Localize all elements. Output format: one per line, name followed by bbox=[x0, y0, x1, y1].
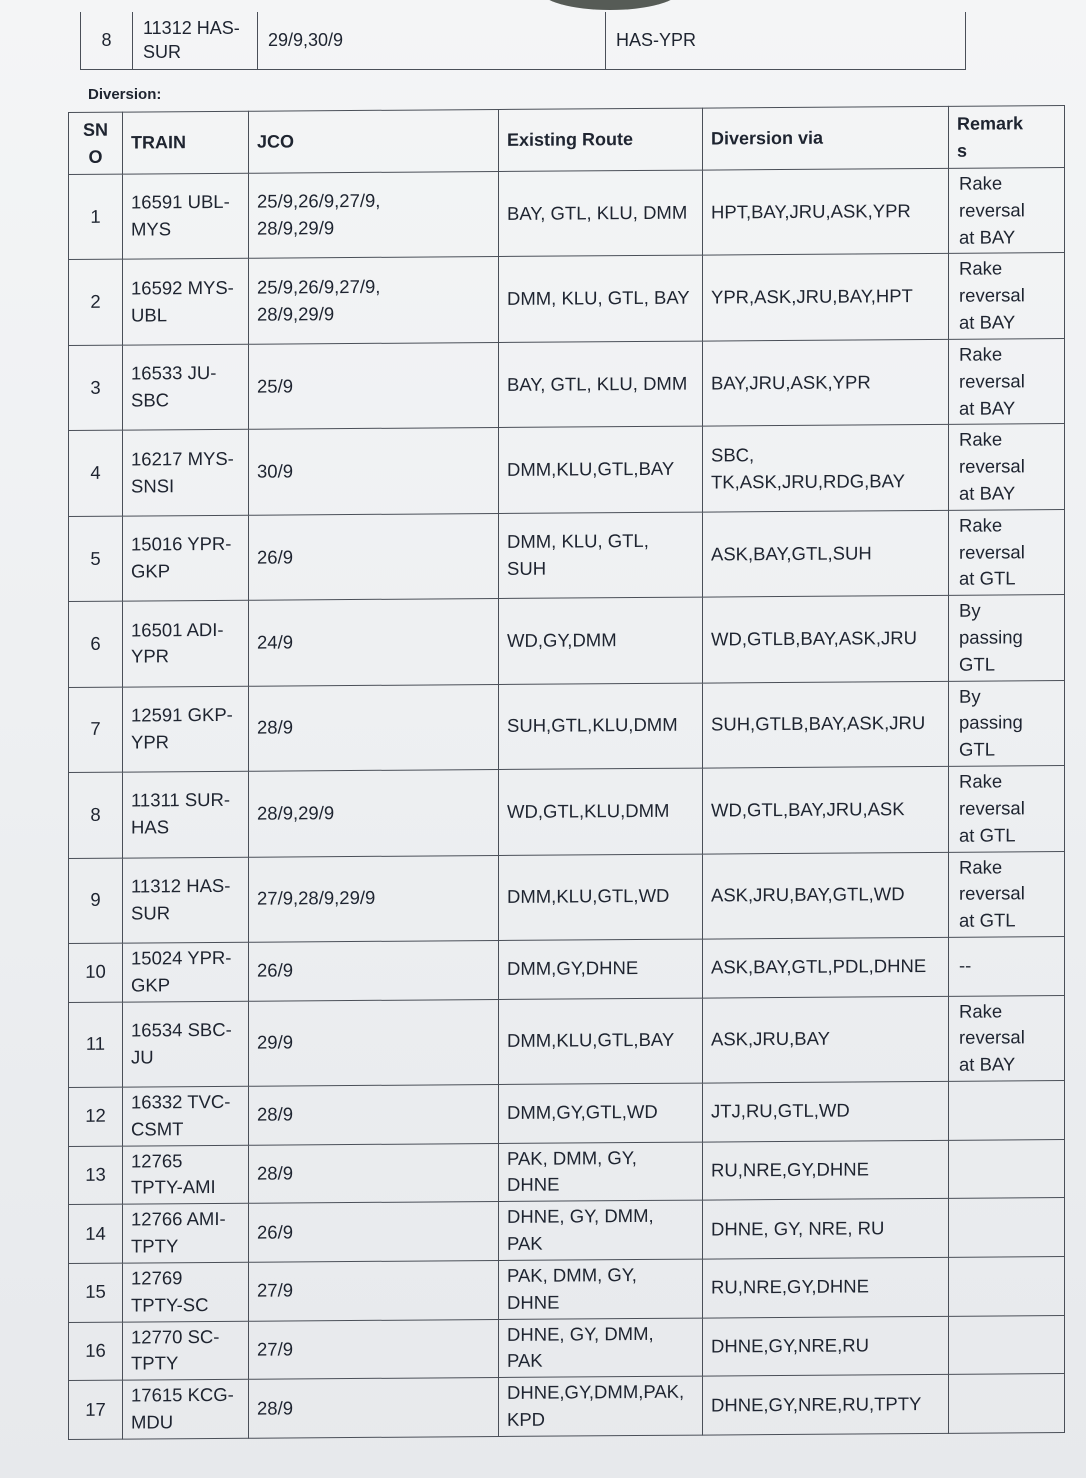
jco-cell bbox=[249, 1260, 499, 1320]
sn-cell: 5 bbox=[69, 516, 123, 602]
header-sn bbox=[69, 112, 123, 174]
train-cell bbox=[123, 942, 249, 1002]
sn-cell: 9 bbox=[69, 858, 123, 944]
remark-cell-line: reversal bbox=[959, 370, 1025, 392]
train-cell-line: 16217 MYS- bbox=[131, 447, 234, 470]
jco-cell bbox=[249, 770, 499, 857]
sn-cell: 8 bbox=[69, 772, 123, 858]
remark-cell-line: at BAY bbox=[959, 482, 1016, 504]
jco-cell bbox=[249, 1084, 499, 1144]
train-cell-line: GKP bbox=[131, 974, 171, 996]
jco-cell bbox=[249, 1378, 499, 1438]
existing-route-cell bbox=[499, 939, 703, 999]
train-cell-line: UBL bbox=[131, 303, 167, 326]
existing-route-cell bbox=[499, 597, 703, 684]
train-cell-line: TPTY bbox=[131, 1352, 179, 1374]
jco-cell-line: 28/9 bbox=[257, 1162, 294, 1184]
existing-route-cell-line: WD,GTL,KLU,DMM bbox=[507, 799, 670, 822]
table-row bbox=[69, 680, 1065, 772]
table-row bbox=[69, 253, 1065, 345]
train-cell-line: 11311 SUR- bbox=[131, 789, 231, 812]
existing-route-cell-line: PAK bbox=[507, 1232, 543, 1254]
table-row bbox=[69, 168, 1065, 260]
header-remarks-line: s bbox=[957, 140, 968, 161]
train-cell-line: GKP bbox=[131, 560, 171, 582]
remark-cell bbox=[949, 1081, 1065, 1140]
diversion-via-cell-line: ASK,JRU,BAY bbox=[711, 1028, 830, 1050]
jco-cell-line: 28/9,29/9 bbox=[257, 302, 335, 325]
diversion-via-cell bbox=[703, 852, 949, 939]
train-cell bbox=[123, 771, 249, 857]
diversion-via-cell-line: RU,NRE,GY,DHNE bbox=[711, 1158, 869, 1181]
existing-route-cell bbox=[499, 1200, 703, 1260]
existing-route-cell-line: SUH,GTL,KLU,DMM bbox=[507, 714, 678, 737]
diversion-via-cell-line: DHNE,GY,NRE,RU,TPTY bbox=[711, 1392, 922, 1416]
train-cell-line: 12591 GKP- bbox=[131, 703, 233, 726]
train-cell-line: YPR bbox=[131, 645, 170, 667]
jco-cell-line: 26/9 bbox=[257, 545, 294, 568]
remark-cell-line: reversal bbox=[959, 455, 1025, 477]
sn-cell: 4 bbox=[69, 430, 123, 516]
train-cell bbox=[123, 173, 249, 259]
remark-cell bbox=[949, 1198, 1065, 1257]
jco-cell bbox=[249, 513, 499, 600]
remark-cell bbox=[949, 1139, 1065, 1198]
diversion-via-cell bbox=[703, 1081, 949, 1141]
diversion-via-cell-line: DHNE, GY, NRE, RU bbox=[711, 1216, 885, 1240]
diversion-via-cell bbox=[703, 937, 949, 997]
existing-route-cell-line: PAK, DMM, GY, bbox=[507, 1146, 637, 1169]
existing-route-cell-line: DMM,KLU,GTL,WD bbox=[507, 885, 670, 908]
train-cell bbox=[123, 600, 249, 686]
existing-route-cell-line: DMM,KLU,GTL,BAY bbox=[507, 457, 675, 481]
jco-cell-line: 27/9,28/9,29/9 bbox=[257, 887, 376, 909]
jco-cell-line: 28/9 bbox=[257, 1396, 294, 1419]
jco-cell bbox=[249, 855, 499, 942]
table-row bbox=[69, 1256, 1065, 1322]
train-cell-line: CSMT bbox=[131, 1118, 184, 1140]
remark-cell bbox=[949, 253, 1065, 339]
existing-route-cell bbox=[499, 1083, 703, 1143]
remark-cell bbox=[949, 936, 1065, 995]
jco-cell-line: 30/9 bbox=[257, 460, 294, 482]
remark-cell-line: reversal bbox=[959, 284, 1025, 307]
train-cell-line: 16591 UBL- bbox=[131, 191, 230, 213]
remark-cell-line: at BAY bbox=[959, 311, 1016, 333]
existing-route-cell bbox=[499, 1259, 703, 1319]
remark-cell-line: at GTL bbox=[959, 824, 1016, 846]
existing-route-cell-line: BAY, GTL, KLU, DMM bbox=[507, 372, 688, 395]
remark-cell bbox=[949, 338, 1065, 424]
route-cell: HAS-YPR bbox=[606, 12, 966, 69]
diversion-via-cell-line: SUH,GTLB,BAY,ASK,JRU bbox=[711, 712, 926, 735]
existing-route-cell-line: DHNE, GY, DMM, bbox=[507, 1322, 654, 1345]
header-row bbox=[69, 106, 1065, 175]
train-cell-line: TPTY bbox=[131, 1235, 179, 1257]
sn-cell: 17 bbox=[69, 1380, 123, 1439]
jco-cell-line: 27/9 bbox=[257, 1279, 294, 1301]
train-line: SUR bbox=[143, 42, 182, 63]
train-cell-line: 12770 SC- bbox=[131, 1325, 220, 1348]
header-sn-line: O bbox=[88, 146, 103, 167]
train-cell-line: 16501 ADI- bbox=[131, 618, 224, 641]
table-row bbox=[69, 851, 1065, 943]
remark-cell bbox=[949, 851, 1065, 937]
existing-route-cell bbox=[499, 998, 703, 1085]
sn-cell: 3 bbox=[69, 345, 123, 431]
train-cell-line: TPTY-SC bbox=[131, 1293, 209, 1316]
train-cell-line: 16533 JU- bbox=[131, 362, 217, 384]
train-cell bbox=[123, 344, 249, 430]
diversion-via-cell bbox=[703, 168, 949, 255]
remark-cell-line: Rake bbox=[959, 172, 1003, 194]
remark-cell bbox=[949, 168, 1065, 254]
diversion-via-cell-line: WD,GTLB,BAY,ASK,JRU bbox=[711, 627, 917, 650]
diversion-via-cell-line: WD,GTL,BAY,JRU,ASK bbox=[711, 798, 905, 821]
remark-cell-line: Rake bbox=[959, 1000, 1003, 1022]
diversion-via-cell bbox=[703, 1374, 949, 1434]
jco-cell bbox=[249, 684, 499, 771]
diversion-via-cell bbox=[703, 996, 949, 1083]
shadow-blob bbox=[540, 0, 680, 10]
diversion-via-cell-line: SBC, bbox=[711, 443, 755, 466]
remark-cell-line: reversal bbox=[959, 1026, 1025, 1049]
remark-cell-line: passing bbox=[959, 711, 1023, 734]
jco-cell-line: 25/9,26/9,27/9, bbox=[257, 275, 381, 298]
diversion-via-cell bbox=[703, 510, 949, 597]
existing-route-cell-line: WD,GY,DMM bbox=[507, 629, 617, 651]
remark-cell-line: at BAY bbox=[959, 226, 1016, 248]
diversion-via-cell bbox=[703, 1257, 949, 1317]
sn-cell: 14 bbox=[69, 1204, 123, 1263]
table-row bbox=[81, 12, 966, 69]
train-cell bbox=[123, 1321, 249, 1381]
existing-route-cell-line: BAY, GTL, KLU, DMM bbox=[507, 201, 688, 224]
table-row bbox=[69, 1139, 1065, 1205]
section-title: Diversion: bbox=[88, 86, 162, 103]
existing-route-cell-line: PAK, DMM, GY, bbox=[507, 1263, 637, 1286]
jco-cell bbox=[249, 428, 499, 515]
train-cell bbox=[123, 1203, 249, 1263]
remark-cell-line: at BAY bbox=[959, 396, 1016, 419]
diversion-via-cell bbox=[703, 766, 949, 853]
train-cell-line: HAS bbox=[131, 816, 170, 838]
remark-cell-line: Rake bbox=[959, 257, 1003, 280]
jco-cell-line: 28/9 bbox=[257, 1103, 294, 1126]
train-cell bbox=[123, 1145, 249, 1205]
diversion-via-cell bbox=[703, 425, 949, 512]
existing-route-cell bbox=[499, 768, 703, 855]
table-row bbox=[69, 509, 1065, 601]
remark-cell-line: Rake bbox=[959, 428, 1003, 451]
sn-cell: 12 bbox=[69, 1087, 123, 1146]
train-cell-line: TPTY-AMI bbox=[131, 1176, 216, 1198]
table-body bbox=[69, 168, 1065, 1440]
jco-cell-line: 27/9 bbox=[257, 1338, 294, 1360]
train-cell-line: 12766 AMI- bbox=[131, 1208, 226, 1230]
jco-cell-line: 24/9 bbox=[257, 631, 294, 653]
existing-route-cell bbox=[499, 170, 703, 257]
remark-cell-line: GTL bbox=[959, 738, 995, 761]
header-existing-route: Existing Route bbox=[499, 108, 703, 171]
sn-cell: 1 bbox=[69, 174, 123, 260]
sn-cell: 13 bbox=[69, 1146, 123, 1205]
train-cell-line: 12765 bbox=[131, 1149, 183, 1172]
train-cell bbox=[123, 259, 249, 345]
header-remarks bbox=[949, 106, 1065, 169]
remark-cell-line: at GTL bbox=[959, 909, 1016, 931]
existing-route-cell-line: DHNE,GY,DMM,PAK, bbox=[507, 1380, 685, 1404]
train-cell-line: YPR bbox=[131, 731, 170, 753]
remark-cell-line: at GTL bbox=[959, 567, 1016, 590]
existing-route-cell-line: DMM, KLU, GTL, bbox=[507, 530, 649, 553]
remark-cell bbox=[949, 595, 1065, 681]
diversion-via-cell-line: DHNE,GY,NRE,RU bbox=[711, 1334, 869, 1357]
existing-route-cell-line: DHNE bbox=[507, 1174, 560, 1196]
diversion-via-cell-line: BAY,JRU,ASK,YPR bbox=[711, 371, 871, 394]
existing-route-cell-line: KPD bbox=[507, 1408, 546, 1430]
remark-cell-line: Rake bbox=[959, 855, 1003, 878]
header-remarks-line: Remark bbox=[957, 113, 1024, 135]
sn-cell: 6 bbox=[69, 601, 123, 687]
diversion-via-cell-line: JTJ,RU,GTL,WD bbox=[711, 1099, 850, 1122]
remark-cell-line: reversal bbox=[959, 199, 1025, 221]
jco-cell bbox=[249, 940, 499, 1000]
train-cell bbox=[123, 1086, 249, 1146]
train-cell-line: 15024 YPR- bbox=[131, 946, 232, 969]
train-cell-line: 11312 HAS- bbox=[131, 874, 231, 897]
jco-cell bbox=[249, 999, 499, 1086]
diversion-via-cell bbox=[703, 1140, 949, 1200]
train-cell bbox=[123, 686, 249, 772]
train-cell-line: 16332 TVC- bbox=[131, 1090, 231, 1113]
jco-cell bbox=[249, 171, 499, 258]
existing-route-cell-line: DHNE, GY, DMM, bbox=[507, 1205, 654, 1228]
train-cell-line: 15016 YPR- bbox=[131, 533, 232, 555]
table-row bbox=[69, 595, 1065, 687]
train-cell bbox=[123, 1001, 249, 1087]
jco-cell-line: 28/9,29/9 bbox=[257, 802, 335, 824]
remark-cell-line: reversal bbox=[959, 797, 1025, 819]
existing-route-cell-line: DMM,KLU,GTL,BAY bbox=[507, 1029, 675, 1052]
remark-cell-line: By bbox=[959, 685, 981, 707]
table-row bbox=[69, 338, 1065, 430]
remark-cell-line: at BAY bbox=[959, 1053, 1016, 1075]
table-row bbox=[69, 1198, 1065, 1264]
train-cell-line: SUR bbox=[131, 902, 171, 924]
train-cell bbox=[123, 515, 249, 601]
sn-cell: 15 bbox=[69, 1263, 123, 1322]
train-cell-line: JU bbox=[131, 1046, 154, 1068]
train-cell-line: 12769 bbox=[131, 1267, 183, 1289]
remark-cell-line: Rake bbox=[959, 343, 1003, 365]
existing-route-cell bbox=[499, 1318, 703, 1378]
existing-route-cell-line: DMM,GY,GTL,WD bbox=[507, 1101, 658, 1124]
jco-cell bbox=[249, 1319, 499, 1379]
remark-cell-line: GTL bbox=[959, 653, 995, 675]
sn-cell: 10 bbox=[69, 943, 123, 1002]
diversion-via-cell-line: ASK,JRU,BAY,GTL,WD bbox=[711, 883, 905, 906]
remark-cell bbox=[949, 680, 1065, 766]
remark-cell-line: -- bbox=[959, 955, 972, 977]
train-cell bbox=[123, 1262, 249, 1322]
remark-cell-line: passing bbox=[959, 626, 1023, 648]
jco-cell bbox=[249, 342, 499, 429]
remark-cell-line: Rake bbox=[959, 770, 1003, 792]
train-cell-line: MYS bbox=[131, 218, 172, 240]
remark-cell bbox=[949, 1374, 1065, 1433]
train-line: 11312 HAS- bbox=[143, 18, 240, 38]
existing-route-cell bbox=[499, 341, 703, 428]
sn-cell: 2 bbox=[69, 260, 123, 346]
jco-cell bbox=[249, 1202, 499, 1262]
table-row bbox=[69, 936, 1065, 1002]
remark-cell bbox=[949, 766, 1065, 852]
header-diversion-via: Diversion via bbox=[703, 106, 949, 170]
diversion-via-cell bbox=[703, 681, 949, 768]
header-sn-line: SN bbox=[82, 120, 108, 141]
diversion-via-cell-line: TK,ASK,JRU,RDG,BAY bbox=[711, 469, 905, 493]
diversion-via-cell-line: HPT,BAY,JRU,ASK,YPR bbox=[711, 199, 911, 223]
jco-cell bbox=[249, 1143, 499, 1203]
train-cell bbox=[123, 430, 249, 516]
remark-cell-line: Rake bbox=[959, 514, 1003, 536]
jco-cell-line: 26/9 bbox=[257, 959, 294, 982]
diversion-table bbox=[68, 105, 1065, 1440]
jco-cell-line: 29/9 bbox=[257, 1031, 294, 1054]
table-row bbox=[69, 995, 1065, 1087]
existing-route-cell-line: DMM,GY,DHNE bbox=[507, 957, 639, 980]
table-row bbox=[69, 1081, 1065, 1147]
existing-route-cell bbox=[499, 1142, 703, 1202]
train-cell bbox=[133, 12, 258, 69]
diversion-via-cell bbox=[703, 1199, 949, 1259]
jco-cell-line: 25/9 bbox=[257, 375, 294, 397]
header-jco: JCO bbox=[249, 109, 499, 173]
train-cell bbox=[123, 857, 249, 943]
train-cell bbox=[123, 1379, 249, 1439]
existing-route-cell bbox=[499, 256, 703, 343]
remark-cell bbox=[949, 424, 1065, 510]
jco-cell bbox=[249, 599, 499, 686]
train-cell-line: 17615 KCG- bbox=[131, 1383, 234, 1406]
jco-cell-line: 28/9 bbox=[257, 716, 294, 739]
sn-cell: 11 bbox=[69, 1002, 123, 1088]
table-row bbox=[69, 1315, 1065, 1381]
existing-route-cell-line: SUH bbox=[507, 557, 547, 579]
sn-cell: 7 bbox=[69, 687, 123, 773]
jco-cell bbox=[249, 257, 499, 344]
existing-route-cell bbox=[499, 512, 703, 599]
diversion-via-cell bbox=[703, 339, 949, 426]
existing-route-cell bbox=[499, 426, 703, 513]
diversion-via-cell bbox=[703, 596, 949, 683]
existing-route-cell bbox=[499, 683, 703, 770]
train-cell-line: SNSI bbox=[131, 474, 175, 497]
train-cell-line: SBC bbox=[131, 389, 170, 411]
jco-cell-line: 28/9,29/9 bbox=[257, 217, 335, 239]
diversion-via-cell bbox=[703, 254, 949, 341]
existing-route-cell-line: DMM, KLU, GTL, BAY bbox=[507, 286, 690, 310]
train-cell-line: MDU bbox=[131, 1411, 174, 1433]
diversion-via-cell-line: YPR,ASK,JRU,BAY,HPT bbox=[711, 285, 913, 308]
remark-cell bbox=[949, 1256, 1065, 1315]
existing-route-cell bbox=[499, 1376, 703, 1436]
table-row bbox=[69, 424, 1065, 516]
remark-cell-line: reversal bbox=[959, 540, 1025, 563]
remark-cell-line: By bbox=[959, 599, 981, 621]
sn-cell: 16 bbox=[69, 1322, 123, 1381]
jco-cell: 29/9,30/9 bbox=[258, 12, 606, 69]
diversion-via-cell-line: ASK,BAY,GTL,PDL,DHNE bbox=[711, 955, 927, 978]
diversion-via-cell-line: ASK,BAY,GTL,SUH bbox=[711, 541, 872, 565]
existing-route-cell-line: DHNE bbox=[507, 1291, 560, 1313]
train-cell-line: 16592 MYS- bbox=[131, 276, 234, 299]
remark-cell bbox=[949, 1315, 1065, 1374]
jco-cell-line: 25/9,26/9,27/9, bbox=[257, 190, 381, 213]
remark-cell-line: reversal bbox=[959, 882, 1025, 905]
previous-table-fragment bbox=[80, 12, 966, 70]
diversion-via-cell-line: RU,NRE,GY,DHNE bbox=[711, 1275, 869, 1298]
existing-route-cell bbox=[499, 854, 703, 941]
table-row bbox=[69, 1374, 1065, 1440]
header-train: TRAIN bbox=[123, 111, 249, 174]
train-cell-line: 16534 SBC- bbox=[131, 1018, 232, 1041]
jco-cell-line: 26/9 bbox=[257, 1221, 294, 1243]
remark-cell bbox=[949, 509, 1065, 595]
remark-cell bbox=[949, 995, 1065, 1081]
existing-route-cell-line: PAK bbox=[507, 1349, 543, 1372]
diversion-via-cell bbox=[703, 1316, 949, 1376]
table-row bbox=[69, 766, 1065, 858]
sn-cell: 8 bbox=[81, 12, 133, 69]
